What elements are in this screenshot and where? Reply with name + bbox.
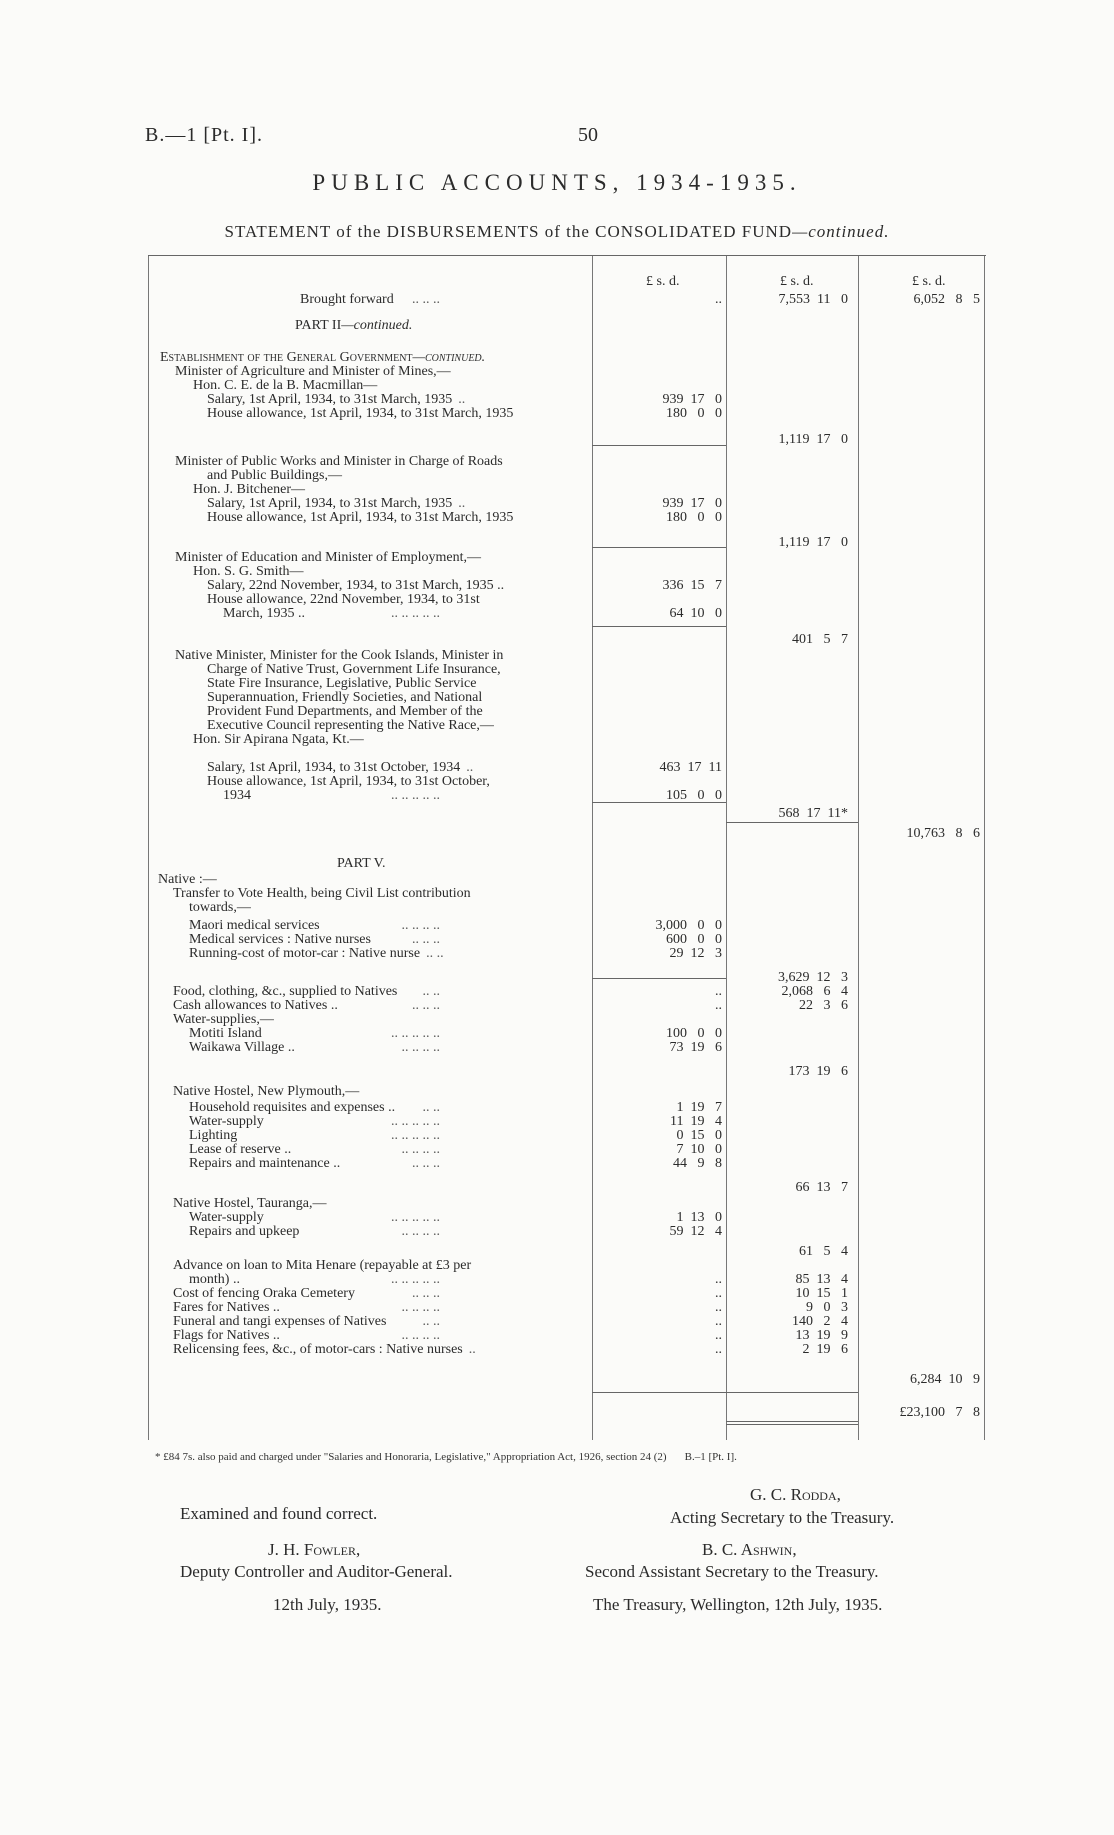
row-label: Running-cost of motor-car : Native nurse [189, 946, 421, 961]
amount-c2: 3,629 12 3 [778, 970, 848, 985]
auditor-date: 12th July, 1935. [273, 1595, 382, 1614]
footnote-text: * £84 7s. also paid and charged under "Salaries and Honoraria, Legislative," Appropriation Act, 1926, section 24 (2) [155, 1451, 667, 1463]
amount-c1: .. [715, 1314, 722, 1329]
row-leader-dots: .. .. .. [412, 932, 440, 947]
row-label: Lighting [189, 1128, 238, 1143]
row-label: Salary, 1st April, 1934, to 31st March, 1935 [207, 392, 453, 407]
amount-c1: 600 0 0 [666, 932, 722, 947]
row-leader-dots: .. .. .. .. .. [391, 788, 440, 803]
row-leader-dots: .. .. .. .. [401, 1224, 440, 1239]
table-row [0, 496, 1114, 511]
row-label: towards,— [189, 900, 251, 915]
subtotal-rule [592, 802, 726, 803]
table-row [0, 292, 1114, 307]
amount-c1: 3,000 0 0 [655, 918, 722, 933]
amount-c1: .. [715, 1286, 722, 1301]
secretary-name: G. C. Rodda, [750, 1485, 841, 1504]
row-label: Fares for Natives .. [173, 1300, 280, 1315]
row-label: Native Minister, Minister for the Cook Islands, Minister in [175, 648, 504, 663]
table-row [0, 886, 1114, 901]
table-row [0, 510, 1114, 525]
row-label: 1934 [223, 788, 251, 803]
table-row [0, 468, 1114, 483]
table-row [0, 454, 1114, 469]
table-row [0, 1314, 1114, 1329]
table-row [0, 1040, 1114, 1055]
table-row [0, 1258, 1114, 1273]
row-leader-dots: .. .. .. .. [401, 1300, 440, 1315]
subtotal-rule [592, 626, 726, 627]
table-row [0, 1026, 1114, 1041]
row-label: Lease of reserve .. [189, 1142, 292, 1157]
row-leader-dots: .. [468, 1342, 476, 1357]
row-label: House allowance, 1st April, 1934, to 31st October, [207, 774, 490, 789]
table-row [0, 872, 1114, 887]
footnote-reference: B.–1 [Pt. I]. [684, 1451, 737, 1463]
amount-c2: 10 15 1 [795, 1286, 848, 1301]
table-row [0, 1210, 1114, 1225]
amount-c3: 6,284 10 9 [910, 1372, 980, 1387]
table-row [0, 946, 1114, 961]
row-label: Repairs and maintenance .. [189, 1156, 341, 1171]
subtotal-rule [592, 978, 726, 979]
table-row [0, 550, 1114, 565]
row-label: House allowance, 22nd November, 1934, to 31st [207, 592, 480, 607]
row-label: Provident Fund Departments, and Member of the [207, 704, 483, 719]
examined-note: Examined and found correct. [180, 1504, 378, 1523]
row-label: Brought forward [300, 292, 394, 307]
row-label: Establishment of the General Government—continued. [160, 350, 486, 365]
row-label: Flags for Natives .. [173, 1328, 280, 1343]
table-row [0, 1405, 1114, 1420]
row-leader-dots: .. .. .. .. .. [391, 1272, 440, 1287]
amount-c1: 59 12 4 [669, 1224, 722, 1239]
statement-subtitle [0, 222, 1114, 242]
row-label: Executive Council representing the Native Race,— [207, 718, 494, 733]
row-leader-dots: .. .. .. [412, 292, 440, 307]
subtotal-rule [726, 1392, 858, 1393]
row-label: and Public Buildings,— [207, 468, 342, 483]
amount-c2: 401 5 7 [792, 632, 848, 647]
subtotal-rule [726, 1421, 858, 1422]
row-label: Repairs and upkeep [189, 1224, 300, 1239]
table-row [0, 1084, 1114, 1099]
table-row [0, 1372, 1114, 1387]
secretary-title: Acting Secretary to the Treasury. [670, 1508, 895, 1527]
amount-c2: 140 2 4 [792, 1314, 848, 1329]
amount-c2: 85 13 4 [795, 1272, 848, 1287]
row-leader-dots: .. .. .. [412, 1156, 440, 1171]
col3-heading: £ s. d. [912, 274, 946, 289]
table-row [0, 826, 1114, 841]
table-rule-top [148, 255, 986, 256]
table-row [0, 392, 1114, 407]
subtitle-main: STATEMENT of the DISBURSEMENTS of the CONSOLIDATED FUND [224, 222, 793, 241]
row-leader-dots: .. [458, 392, 466, 407]
subtotal-rule [592, 547, 726, 548]
subtotal-rule [592, 445, 726, 446]
amount-c1: .. [715, 998, 722, 1013]
subtitle-continued: —continued. [792, 222, 890, 241]
table-row [0, 1342, 1114, 1357]
table-row [0, 718, 1114, 733]
row-label: Cash allowances to Natives .. [173, 998, 338, 1013]
amount-c1: 7 10 0 [676, 1142, 722, 1157]
amount-c1: .. [715, 292, 722, 307]
table-row [0, 578, 1114, 593]
row-label: Waikawa Village .. [189, 1040, 295, 1055]
row-label: Transfer to Vote Health, being Civil List contribution [173, 886, 471, 901]
table-row [0, 1100, 1114, 1115]
table-row [0, 918, 1114, 933]
row-label: Minister of Agriculture and Minister of Mines,— [175, 364, 451, 379]
table-row [0, 1156, 1114, 1171]
amount-c1: .. [715, 1328, 722, 1343]
row-label: Superannuation, Friendly Societies, and National [207, 690, 483, 705]
row-label: Motiti Island [189, 1026, 262, 1041]
amount-c1: 180 0 0 [666, 406, 722, 421]
table-row [0, 774, 1114, 789]
table-row [0, 535, 1114, 550]
table-row [0, 1328, 1114, 1343]
row-leader-dots: .. .. .. [412, 998, 440, 1013]
amount-c1: 939 17 0 [662, 392, 722, 407]
table-row [0, 406, 1114, 421]
row-label: Native Hostel, Tauranga,— [173, 1196, 327, 1211]
table-row [0, 1286, 1114, 1301]
table-row [0, 900, 1114, 915]
page-number: 50 [578, 124, 598, 146]
table-row [0, 732, 1114, 747]
table-row [0, 592, 1114, 607]
amount-c2: 2,068 6 4 [781, 984, 848, 999]
table-row [0, 1272, 1114, 1287]
table-row [0, 788, 1114, 803]
row-label: Native Hostel, New Plymouth,— [173, 1084, 360, 1099]
row-label: Hon. C. E. de la B. Macmillan— [193, 378, 378, 393]
amount-c2: 568 17 11* [778, 806, 848, 821]
row-label: Cost of fencing Oraka Cemetery [173, 1286, 355, 1301]
amount-c2: 9 0 3 [806, 1300, 848, 1315]
row-label: Household requisites and expenses .. [189, 1100, 396, 1115]
row-label: Water-supply [189, 1210, 264, 1225]
table-row [0, 1064, 1114, 1079]
amount-c1: 29 12 3 [669, 946, 722, 961]
row-leader-dots: .. .. .. .. .. [391, 1114, 440, 1129]
row-leader-dots: .. .. .. .. .. [391, 1128, 440, 1143]
row-label: State Fire Insurance, Legislative, Public Service [207, 676, 477, 691]
amount-c1: 463 17 11 [659, 760, 722, 775]
col2-heading: £ s. d. [780, 274, 814, 289]
row-label: Food, clothing, &c., supplied to Natives [173, 984, 398, 999]
table-row [0, 1114, 1114, 1129]
amount-c1: 939 17 0 [662, 496, 722, 511]
row-leader-dots: .. .. .. .. [401, 1328, 440, 1343]
row-label: Water-supplies,— [173, 1012, 274, 1027]
row-label: House allowance, 1st April, 1934, to 31st March, 1935 [207, 510, 514, 525]
table-row [0, 364, 1114, 379]
amount-c1: .. [715, 984, 722, 999]
table-row [0, 606, 1114, 621]
row-leader-dots: .. .. [422, 1100, 440, 1115]
table-row [0, 1196, 1114, 1211]
amount-c2: 173 19 6 [788, 1064, 848, 1079]
row-label: Funeral and tangi expenses of Natives [173, 1314, 387, 1329]
row-label: Hon. S. G. Smith— [193, 564, 304, 579]
subtotal-rule [726, 1424, 858, 1425]
table-row [0, 662, 1114, 677]
table-row [0, 318, 1114, 333]
amount-c1: 336 15 7 [662, 578, 722, 593]
amount-c2: 7,553 11 0 [778, 292, 848, 307]
table-row [0, 1224, 1114, 1239]
footnote [155, 1451, 737, 1463]
row-label: Charge of Native Trust, Government Life Insurance, [207, 662, 501, 677]
amount-c2: 66 13 7 [795, 1180, 848, 1195]
row-leader-dots: .. .. [422, 1314, 440, 1329]
table-row [0, 432, 1114, 447]
row-label: Native :— [158, 872, 217, 887]
table-row [0, 806, 1114, 821]
row-leader-dots: .. .. .. .. .. [391, 606, 440, 621]
table-row [0, 564, 1114, 579]
amount-c1: 1 13 0 [676, 1210, 722, 1225]
row-leader-dots: .. [466, 760, 474, 775]
auditor-title: Deputy Controller and Auditor-General. [180, 1562, 453, 1581]
row-label: Salary, 1st April, 1934, to 31st March, 1935 [207, 496, 453, 511]
amount-c2: 1,119 17 0 [778, 535, 848, 550]
row-label: PART V. [337, 856, 386, 871]
amount-c1: 44 9 8 [673, 1156, 722, 1171]
amount-c1: .. [715, 1300, 722, 1315]
row-leader-dots: .. .. .. .. [401, 918, 440, 933]
table-row [0, 760, 1114, 775]
row-label: Hon. Sir Apirana Ngata, Kt.— [193, 732, 364, 747]
table-row [0, 704, 1114, 719]
row-label: Relicensing fees, &c., of motor-cars : Native nurses [173, 1342, 463, 1357]
table-row [0, 648, 1114, 663]
subtotal-rule [726, 822, 858, 823]
row-label: House allowance, 1st April, 1934, to 31st March, 1935 [207, 406, 514, 421]
row-leader-dots: .. .. .. [412, 1286, 440, 1301]
assistant-secretary-name: B. C. Ashwin, [702, 1540, 797, 1559]
document-reference: B.—1 [Pt. I]. [145, 124, 263, 146]
amount-c1: 180 0 0 [666, 510, 722, 525]
amount-c3: 10,763 8 6 [906, 826, 980, 841]
table-row [0, 482, 1114, 497]
treasury-date: The Treasury, Wellington, 12th July, 1935. [593, 1595, 883, 1614]
row-label: March, 1935 .. [223, 606, 306, 621]
row-leader-dots: .. [458, 496, 466, 511]
row-label: Maori medical services [189, 918, 320, 933]
row-label: Advance on loan to Mita Henare (repayable at £3 per [173, 1258, 472, 1273]
amount-c1: 100 0 0 [666, 1026, 722, 1041]
page-title: PUBLIC ACCOUNTS, 1934-1935. [312, 170, 802, 195]
table-row [0, 998, 1114, 1013]
table-row [0, 984, 1114, 999]
amount-c2: 22 3 6 [799, 998, 848, 1013]
table-row [0, 690, 1114, 705]
subtotal-rule [592, 1392, 726, 1393]
row-label: PART II—continued. [295, 318, 413, 333]
row-leader-dots: .. .. [422, 984, 440, 999]
table-row [0, 856, 1114, 871]
amount-c1: 105 0 0 [666, 788, 722, 803]
row-leader-dots: .. .. .. .. [401, 1040, 440, 1055]
amount-c2: 13 19 9 [795, 1328, 848, 1343]
table-row [0, 378, 1114, 393]
row-label: month) .. [189, 1272, 240, 1287]
row-leader-dots: .. .. .. .. [401, 1142, 440, 1157]
table-row [0, 1142, 1114, 1157]
amount-c1: 64 10 0 [669, 606, 722, 621]
amount-c1: 1 19 7 [676, 1100, 722, 1115]
table-row [0, 1300, 1114, 1315]
table-row [0, 676, 1114, 691]
amount-c2: 2 19 6 [802, 1342, 848, 1357]
amount-c1: .. [715, 1272, 722, 1287]
table-row [0, 932, 1114, 947]
table-row [0, 350, 1114, 365]
table-row [0, 1180, 1114, 1195]
table-row [0, 1012, 1114, 1027]
row-label: Minister of Public Works and Minister in Charge of Roads [175, 454, 503, 469]
assistant-secretary-title: Second Assistant Secretary to the Treasury. [585, 1562, 879, 1581]
row-label: Hon. J. Bitchener— [193, 482, 305, 497]
table-row [0, 632, 1114, 647]
table-row [0, 970, 1114, 985]
auditor-name: J. H. Fowler, [268, 1540, 361, 1559]
table-row [0, 1244, 1114, 1259]
amount-c1: .. [715, 1342, 722, 1357]
amount-c2: 61 5 4 [799, 1244, 848, 1259]
table-row [0, 1128, 1114, 1143]
row-label: Minister of Education and Minister of Employment,— [175, 550, 482, 565]
row-leader-dots: .. .. .. .. .. [391, 1210, 440, 1225]
row-leader-dots: .. .. .. .. .. [391, 1026, 440, 1041]
amount-c1: 0 15 0 [676, 1128, 722, 1143]
row-label: Salary, 22nd November, 1934, to 31st March, 1935 .. [207, 578, 505, 593]
row-label: Salary, 1st April, 1934, to 31st October, 1934 [207, 760, 461, 775]
amount-c3: 6,052 8 5 [913, 292, 980, 307]
amount-c3: £23,100 7 8 [899, 1405, 980, 1420]
row-leader-dots: .. .. [426, 946, 444, 961]
row-label: Medical services : Native nurses [189, 932, 371, 947]
amount-c1: 11 19 4 [670, 1114, 722, 1129]
amount-c2: 1,119 17 0 [778, 432, 848, 447]
row-label: Water-supply [189, 1114, 264, 1129]
amount-c1: 73 19 6 [669, 1040, 722, 1055]
col1-heading: £ s. d. [646, 274, 680, 289]
